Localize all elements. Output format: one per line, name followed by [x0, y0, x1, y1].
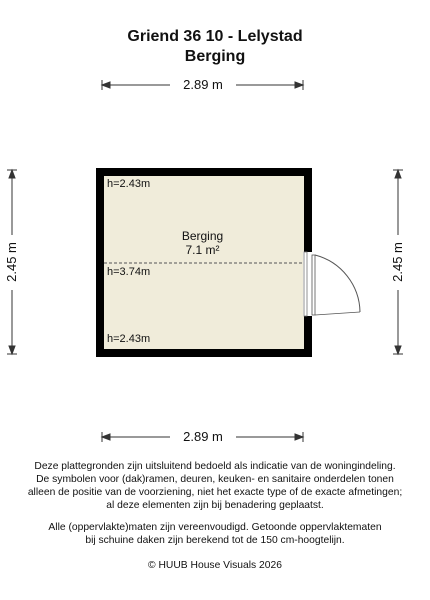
room-name: Berging [181, 229, 224, 243]
plan-title-address: Griend 36 10 - Lelystad [127, 28, 303, 45]
plan-title-room: Berging [184, 48, 246, 65]
room-area: 7.1 m² [185, 243, 220, 257]
disclaimer-line-4: al deze elementen zijn bij benadering geplaatst. [106, 500, 324, 511]
room-height-top: h=2.43m [107, 178, 151, 190]
dimension-left-label: 2.45 m [4, 242, 19, 282]
disclaimer-line-6: bij schuine daken zijn berekend tot de 150 cm-hoogtelijn. [85, 535, 345, 546]
dimension-top-label: 2.89 m [183, 77, 223, 92]
room-height-middle: h=3.74m [107, 266, 151, 278]
disclaimer-line-1: Deze plattegronden zijn uitsluitend bedoeld als indicatie van de woningindeling. [34, 461, 396, 472]
door-symbol [303, 252, 360, 316]
dimension-right-label: 2.45 m [390, 242, 405, 282]
copyright-notice: © HUUB House Visuals 2026 [148, 560, 282, 571]
room-height-bottom: h=2.43m [107, 333, 151, 345]
dimension-bottom-label: 2.89 m [183, 429, 223, 444]
disclaimer-line-3: alleen de positie van de voorziening, niet het exacte type of de exacte afmetingen; [27, 487, 403, 498]
disclaimer-line-5: Alle (oppervlakte)maten zijn vereenvoudigd. Getoonde oppervlaktematen [48, 522, 382, 533]
disclaimer-line-2: De symbolen voor (dak)ramen, deuren, keuken- en sanitaire onderdelen tonen [36, 474, 394, 485]
